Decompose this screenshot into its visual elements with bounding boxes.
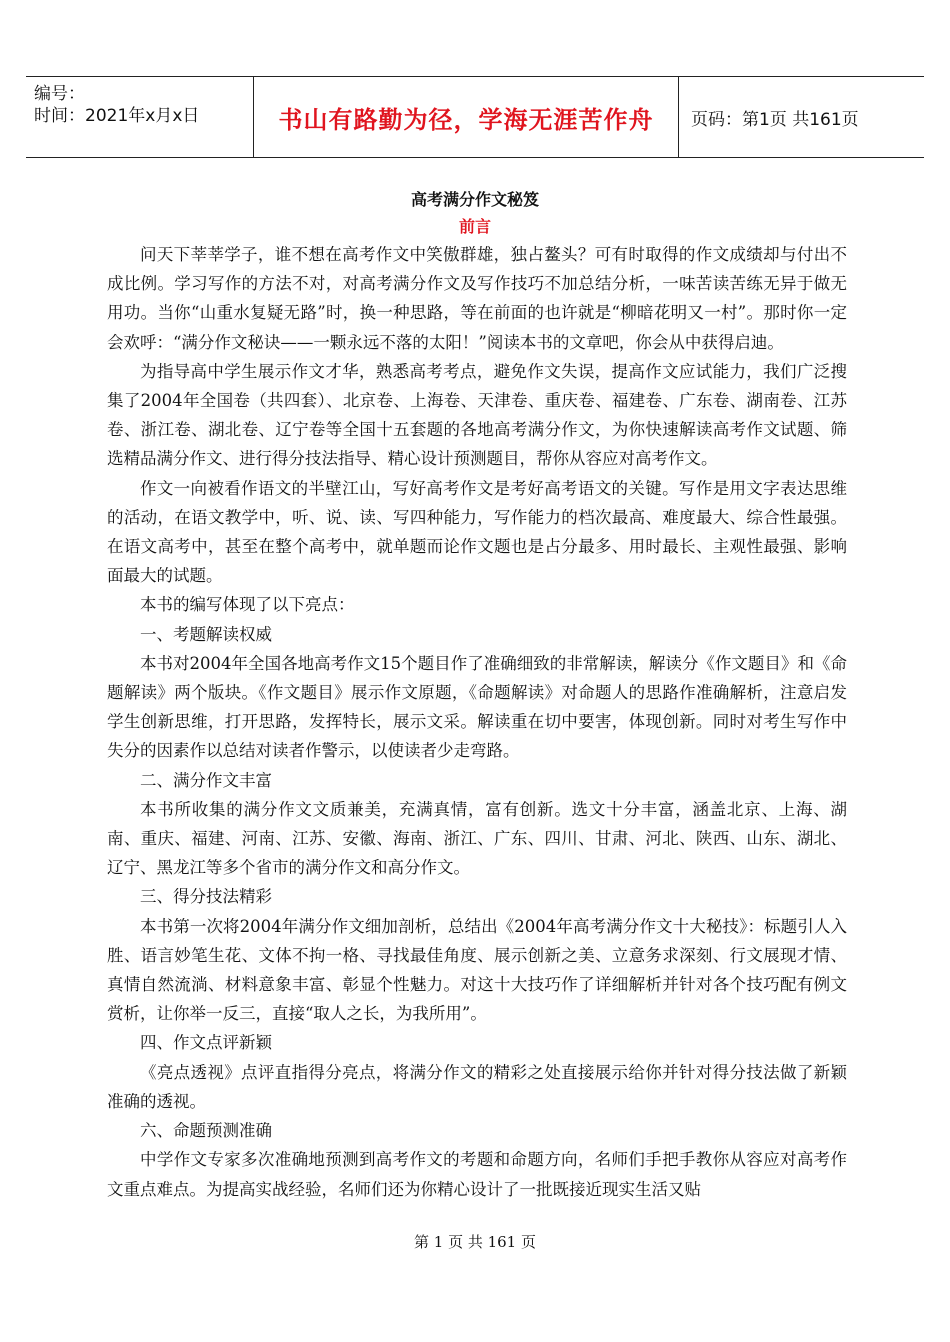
document-subtitle: 前言: [458, 217, 491, 236]
paragraph: 本书的编写体现了以下亮点：: [140, 595, 355, 615]
section-heading: 一、考题解读权威: [140, 624, 272, 644]
header-motto-cell: [254, 77, 679, 157]
paragraph: 问天下莘莘学子，谁不想在高考作文中笑傲群雄，独占鳌头？可有时取得的作文成绩却与付出不成比例。学习写作的方法不对，对高考满分作文及写作技巧不加总结分析，一味苦读苦练无异于做无用功。当你“山重水复疑无路”时，换一种思路，等在前面的也许就是“柳暗花明又一村”。那时你一定会欢呼：“满分作文秘诀——一颗永远不落的太阳！”阅读本书的文章吧，你会从中获得启迪。: [107, 245, 847, 352]
paragraph: 本书对2004年全国各地高考作文15个题目作了准确细致的非常解读，解读分《作文题目》和《命题解读》两个版块。《作文题目》展示作文原题，《命题解读》对命题人的思路作准确解析，注意启发学生创新思维，打开思路，发挥特长，展示文采。解读重在切中要害，体现创新。同时对考生写作中失分的因素作以总结对读者作警示，以使读者少走弯路。: [107, 653, 847, 761]
section-heading: 三、得分技法精彩: [140, 887, 272, 907]
document-title: 高考满分作文秘笈: [410, 190, 539, 209]
section-heading: 四、作文点评新颖: [140, 1033, 272, 1053]
header-time-label: 时间：2021年x月x日: [34, 106, 200, 126]
header-page-info: 页码：第1页 共161页: [691, 109, 859, 130]
section-heading: 二、满分作文丰富: [140, 770, 272, 790]
paragraph: 为指导高中学生展示作文才华，熟悉高考考点，避免作文失误，提高作文应试能力，我们广泛搜集了2004年全国卷（共四套）、北京卷、上海卷、天津卷、重庆卷、福建卷、广东卷、湖南卷、江苏卷、浙江卷、湖北卷、辽宁卷等全国十五套题的各地高考满分作文，为你快速解读高考作文试题、筛选精品满分作文、进行得分技法指导、精心设计预测题目，帮你从容应对高考作文。: [107, 361, 847, 469]
paragraph: 本书所收集的满分作文文质兼美，充满真情，富有创新。选文十分丰富，涵盖北京、上海、湖南、重庆、福建、河南、江苏、安徽、海南、浙江、广东、四川、甘肃、河北、陕西、山东、湖北、辽宁、黑龙江等多个省市的满分作文和高分作文。: [107, 799, 847, 878]
header-meta-cell: [26, 77, 254, 157]
paragraph: 中学作文专家多次准确地预测到高考作文的考题和命题方向，名师们手把手教你从容应对高考作文重点难点。为提高实战经验，名师们还为你精心设计了一批既接近现实生活又贴: [107, 1150, 847, 1199]
section-heading: 六、命题预测准确: [140, 1121, 272, 1141]
header-motto: 书山有路勤为径，学海无涯苦作舟: [278, 105, 654, 134]
paragraph: 本书第一次将2004年满分作文细加剖析，总结出《2004年高考满分作文十大秘技》：标题引人入胜、语言妙笔生花、文体不拘一格、寻找最佳角度、展示创新之美、立意务求深刻、行文展现才情、真情自然流淌、材料意象丰富、彰显个性魅力。对这十大技巧作了详细解析并针对各个技巧配有例文赏析，让你举一反三，直接“取人之长，为我所用”。: [107, 916, 847, 1024]
document-header-table: [26, 76, 924, 158]
paragraph: 作文一向被看作语文的半壁江山，写好高考作文是考好高考语文的关键。写作是用文字表达思维的活动，在语文教学中，听、说、读、写四种能力，写作能力的档次最高、难度最大、综合性最强。在语文高考中，甚至在整个高考中，就单题而论作文题也是占分最多、用时最长、主观性最强、影响面最大的试题。: [107, 478, 847, 586]
page-footer: 第 1 页 共 161 页: [413, 1233, 536, 1251]
header-number-label: 编号：: [34, 84, 85, 104]
document-body: [107, 240, 847, 1204]
paragraph: 《亮点透视》点评直指得分亮点，将满分作文的精彩之处直接展示给你并针对得分技法做了新颖准确的透视。: [107, 1062, 847, 1111]
